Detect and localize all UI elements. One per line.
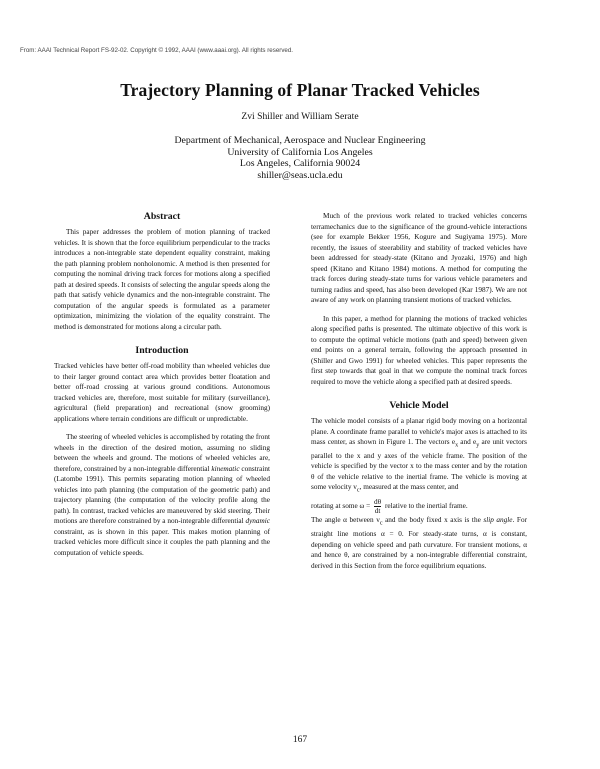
intro-p2-c: constraint, as is shown in this paper. This makes motion planning of tracked vehicles more difficult since it couples the path planning and the computation of vehicle speeds. [54,527,270,557]
right-column [311,211,527,571]
introduction-paragraph-1: Tracked vehicles have better off-road mobility than wheeled vehicles due to their larger ground contact area which provides better floatation and better off-road crossing at various ground conditions. Autonomous tracked vehicles are, therefore, most suitable for military (surveillance), agricultural (field preparation) and recreational (snow grooming) applications where terrain conditions are difficult or unpredictable. [54,362,270,423]
vm-p1-c: , measured at the mass center, and [359,483,459,492]
fraction-denominator: dt [374,507,381,516]
intro-p2-a: The steering of wheeled vehicles is accomplished by rotating the front wheels in the direction of the desired motion, assuming no sliding between the wheels and ground. The motions of wheeled vehicles are, therefore, constrained by a non-integrable differential [54,433,270,473]
vm-p3-c: . For straight line motions α = 0. For steady-state turns, α is constant, depending on vehicle speed and path curvature. For transient motions, α and hence θ, are constrained by a non-integrable differential constraint, derived in this Section from the force equilibrium equations. [311,516,527,570]
vm-p3-em-slip-angle: slip angle [483,516,513,525]
intro-p2-em-kinematic: kinematic [211,464,240,473]
vm-p1-b: are unit vectors parallel to the x and y axes of the vehicle frame. The position of the vehicle is specified by the vector x to the mass center and by the rotation θ of the vehicle relative to the inertial frame. The vehicle is moving at some velocity v [311,438,527,492]
authors: Zvi Shiller and William Serate [241,111,359,122]
vm-p1-and: and e [458,438,477,446]
paper-title: Trajectory Planning of Planar Tracked Vehicles [120,80,480,100]
abstract-text: This paper addresses the problem of motion planning of tracked vehicles. It is shown that the force equilibrium perpendicular to the tracks introduces a non-integrable state dependent equality constraint, making the path planning problem nonholonomic. A method is then presented for computing the nominal driving track forces for motions along a specified path at desired speeds. It consists of selecting the angular speeds along the path that satisfy vehicle dynamics and the non-integrable constraint. The computation of the angular speeds is formulated as a parameter optimization, minimizing the violation of the equality constraint. The method is demonstrated for motions along a circular path. [54,228,270,331]
vm-sub-c: c [356,487,360,494]
vehicle-model-rotation-line [311,498,527,515]
related-work-paragraph: Much of the previous work related to tracked vehicles concerns terramechanics due to the significance of the ground-vehicle interactions (see for example Bekker 1956, Kogure and Sugiyama 1975). More recently, the issues of steerability and stability of tracked vehicles have been addressed for steady-state (Kitano and Jyozaki, 1976) and high speed (Kitano and Kitano 1984) motions. A method for computing the track forces during steady-state turns for various vehicle parameters and turning radius and speed, has also been developed (Kar 1987). We are not aware of any work on planning transient motions of tracked vehicles. [311,212,527,304]
dtheta-dt-fraction [374,498,381,515]
affiliation-department: Department of Mechanical, Aerospace and Nuclear Engineering [174,135,426,146]
page-number: 167 [292,735,308,745]
vehicle-model-heading: Vehicle Model [389,400,449,411]
vm-sub-x: x [455,442,459,449]
left-column [54,210,270,558]
copyright-header: From: AAAI Technical Report FS-92-02. Copyright © 1992, AAAI (www.aaai.org). All rights reserved. [20,47,294,54]
introduction-paragraph-2 [54,432,270,558]
vm-p3-b: and the body fixed x axis is the [382,516,484,525]
fraction-numerator: dθ [374,498,382,507]
vm-p3-sub: c [379,520,383,527]
affiliation-email: shiller@seas.ucla.edu [257,170,343,182]
affiliation-university: University of California Los Angeles [227,146,373,158]
intro-p2-b: constraint (Latombe 1991). This permits separating motion planning of wheeled vehicles into path planning (the computation of the geometric path) and trajectory planning (the computation of the velocity profile along the path). In contrast, tracked vehicles are maneuvered by skid steering. Their motions are therefore constrained by a non-integrable differential [54,464,270,525]
affiliation [0,135,600,182]
approach-paragraph: In this paper, a method for planning the motions of tracked vehicles along specified paths is presented. The ultimate objective of this work is to compute the optimal vehicle motions (path and speed) between given end points on a general terrain, following the approach presented in (Shiller and Gwo 1991) for wheeled vehicles. This paper represents the first step towards that goal in that we compute the nominal track forces required to move the vehicle along a specified path at desired speeds. [311,314,527,386]
vm-sub-y: y [476,442,480,449]
intro-p2-em-dynamic: dynamic [245,517,270,525]
abstract-heading: Abstract [143,211,181,222]
affiliation-city: Los Angeles, California 90024 [239,158,361,170]
vm-p2-b: relative to the inertial frame. [383,502,468,511]
vehicle-model-paragraph-3 [311,515,527,571]
vm-p2-a: rotating at some ω = [311,502,373,511]
vehicle-model-paragraph-1 [311,416,527,496]
vm-p3-a: The angle α between v [311,516,380,525]
vm-p1-a: The vehicle model consists of a planar rigid body moving on a horizontal plane. A coordinate frame parallel to vehicle's major axes is attached to its mass center, as shown in Figure 1. The vectors e [311,417,527,446]
introduction-heading: Introduction [135,345,189,356]
